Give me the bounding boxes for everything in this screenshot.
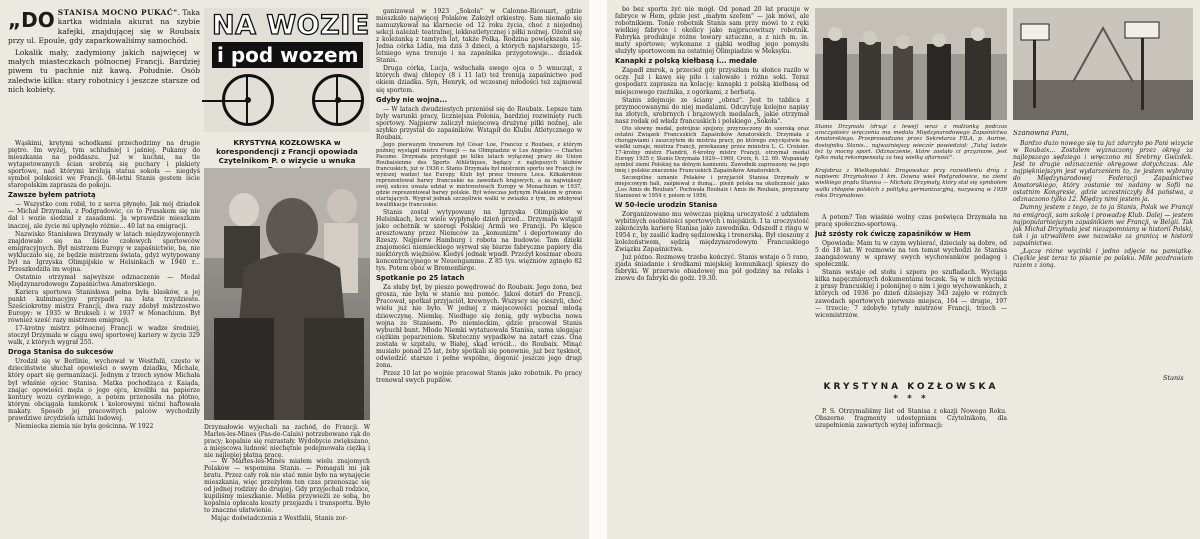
lead-first-words: STANISA MOCNO PUKAĆ": [57, 8, 178, 17]
photo-image: [1013, 8, 1193, 120]
article-lead: [8, 8, 200, 95]
wagon-wheel-icon: [312, 74, 364, 126]
author-name: KRYSTYNA KOZŁOWSKA: [823, 382, 999, 392]
lead-text: . Taka kartka widniała akurat na szybie kafejki, znajdującej się w Roubaix przy ul. Epoule, gdy zaparkowaliśmy samochód.: [8, 8, 200, 46]
letter-column: [1013, 130, 1193, 536]
section-stars: * * *: [893, 394, 929, 404]
paragraph-small: Jego pierwszym trenerem był César Loe, Francuz z Roubaix, z którym później wystąpił mistrz Francji — na Olimpiadzie w Los Angeles — Charles Pacome. Drzymała przystąpił po kilku latach wyłącznej pracy do Union Roubaisienne des Sports Athlétiques, będący z najlepszych klubów francuskich, już w 1936 r. Stanis Drzymała był mistrzem sportu we Francji (w wyższej wadze) tez Europy. Klub był przez trenera Loca. Kilkakrotnie reprezentował barwy francuskie na zawodach krajowych, a za największy swój sukces uważa udział w mistrzostwach Europy w Monachium w 1937, gdzie reprezentował barwy polskie. Był wówczas jedynym Polakiem w gronie startujących. Wygrał jednak szczęśliwie walki w zwiazku z tym, że zdobywał kwalifikacje francuskie.: [376, 141, 582, 208]
letter-paragraph: Bardzo dużo nowego się tu już zdarzyło po Pani wizycie w Roubaix... Zostałem wyznaczony przez okręg za najlepszego sędziego i wręczono mi Srebrny Gwizdek. Jest to drugie odznaczenie okręgowe dotychczas. Ale najpiękniejszym jest wydarzeniem to, że jestem wybrany do Międzynarodowej Federacji Zapaśnictwa Amatorskiego, który zostanie mi nadany w Sofii na ostatnim Kongresie, gdzie uczestniczyły 84 państwa, a odznaczono tylko 12. Między nimi jestem ja.: [1013, 140, 1193, 204]
paragraph: Zorganizowano mu wówczas piękną uroczystość z udziałem wybitnych osobistości sportowych i miejskich. I ta uroczystość zakończyła karierę Stanisa jako zawodnika. Odszedł z ringu w 1954 r., by zasilić kadrę sędziowską i trenerską. Był cieszony z koleżeństwem, sędzią międzynarodowym Francuskiego Związku Zapaśnictwa.: [615, 210, 809, 254]
left-page: [0, 0, 589, 539]
right-page: [607, 0, 1200, 539]
photo-award-ceremony: [815, 8, 1007, 120]
lead-quote: „DO: [8, 8, 55, 32]
byline: KRYSTYNA KOZŁOWSKA w korespondencji z Francji opowiada Czytelnikom P. o wizycie u wnuka: [216, 138, 358, 165]
paragraph: Przez 10 lat po wojnie pracował Stanis jako robotnik. Po pracy trenował swych pupilów.: [376, 369, 582, 384]
lead-paragraph: Lokalik mały, zadymiony jakich najwięcej w małych miasteczkach północnej Francji. Bardziej piwem tu pachnie niż kawą. Południe. Osób zaledwie kilka: stary robotnicy i jeszcze starsze od nich kobiety.: [8, 47, 200, 95]
article-title: NA WOZIE: [212, 10, 370, 41]
paragraph: Nazwisko Stanisława Drzymały w latach międzywojennych znajdowało się na liście czołowych sportowców emigracyjnych. Był mistrzem Europy w zapaśnictwie, ba, nie wykluczało się, że będzie mistrzem świata, gdyż wytypowany był na Igrzyska Olimpijskie w Helsinkach w 1940 r... Przeszkodziła im wojna.: [8, 230, 200, 273]
column-4: [615, 6, 809, 536]
wagon-wheel-icon: [222, 74, 274, 126]
subheading: Spotkanie po 25 latach: [376, 274, 465, 283]
paragraph: Niemiecka ziemia nie była gościnna. W 1922: [15, 422, 154, 430]
paragraph: Mając doświadczenia z Westfalii, Stanis zor-: [211, 515, 348, 523]
letter-signature: Stanis: [1163, 374, 1184, 382]
column-5-ps: [815, 408, 1007, 536]
subheading: Już szósty rok ćwiczę zapaśników w Hem: [815, 230, 971, 239]
paragraph-small: Oto słowny medal, potrójnie spojony, przyrzeczony do szeroką oraz ostatni Związek Francuskich Zapaśników Amatorskich. Drzymała z chorągwiami i zaszczytem do mistrza pracy, po którego zwycięstwie na wielki uznaje, mistrza Francji, przekazany przez ministra L. C. Croisier. 17-krotny mistrz Flandrii, 6-krotny mistrz Francji, otrzymał medal Europy 1935 r, Stanis Drzymała 1929—1969, Croix, 6. 12. 69. Wspaniały symbol ziemi Polskiej na dolnym kamieniu. Zawodnik zaproszony na jego imię i polskie znaczenie Francuskich Zapaśników Amatorskich.: [615, 125, 809, 174]
photo-road-sign: [1013, 8, 1193, 120]
paragraph: ganizował w 1923 „Sokoła" w Calonne-Ricouart, gdzie mieszkało najwięcej Polaków. Założył orkiestrę. Sam niemało się namuzykował na klarnecie od 12 roku życia, choć z niejednej sekcji należał: teatralnej, lekkoatletycznej i piłki nożnej. Ożenił się z koleżanką z tamtych lat, także Polką. Rodzina powiększała się. Jedna córka Lidia, ma dziś 3 dzieci, a których najstarszego, 15-letniego syna trenuje i na zapaśnika przygotowuje... dziadek Stanis.: [376, 8, 582, 65]
paragraph: Stanis zdejmuje ze ściany „obraz". Jest to tablica z przymocowanymi do niej medalami. Odczytuję kolejno napisy na złotych, srebrnych i brązowych medalach, jakie otrzymał nasz rodak od władz francuskich i polskiego „Sokoła".: [615, 96, 809, 125]
photo-image: [204, 168, 370, 420]
article-subtitle: i pod wozem: [212, 42, 363, 68]
paragraph: Druga córka, Lucja, wsłuchała swego ojca o 5 wnucząt, z których dwaj chłopcy (8 i 11 lat) też trenują zapaśnictwo pod okiem dziadka. Syn, Henryk, od wczesnej młodości też zajmowal się sportem.: [376, 65, 582, 94]
column-3: [376, 8, 582, 536]
photo-image: [815, 8, 1007, 120]
paragraph: Wąskimi, krętymi schodkami przechodzimy na drugie piętro. Im wyżej, tym schludniej i jaśniej. Pukamy do mieszkania na poddaszu. Już w kuchni, na tle wytapetowanych ścian srebrzą się puchary i plakiety sportowe, nad którymi królują statua sokoła — niegdyś symbol polskości we Francji. 68-letni Stanis gestem iście staropolskim zaprasza do pokoju.: [8, 140, 200, 190]
paragraph: Opowiada: Mam tu w czym wybierać, dziecialy są dobre, od 5 do 18 lat. W rozmowie na ten temat wychodzi że Stanisa zaangażowany w sprawy swych wychowanków pedagog i społecznik.: [815, 240, 1007, 269]
photo-wrestler-grandchildren: [204, 168, 370, 420]
subheading: W 50-lecie urodzin Stanisa: [615, 200, 718, 209]
paragraph: 17-krotny mistrz północnej Francji w wadze średniej, stoczył Drzymała w ciągu swej sportowej kariery w życiu 329 walk, z których wygrał 255.: [8, 325, 200, 347]
paragraph: Urodził się w Berlinie, wychował w Westfalii, często w dzieciństwie słuchał opowieści o swym dziadku, Michale, który opart się germanizacji. Jednym z trzech synów Michała był właśnie ojciec Stanisa. Matka pochodząca z Kaiąda, znając opowieści męża o jego ojcu, kreśliła na papierze kontury wozu cyrkowego, a potem przenosiła na płótno, którym obciągała łamkorek i kolorowymi nićmi haftowała makaty. Sposób jej pracowitych palców wychodziły prawdziwe arcydzieła sztuki ludowej.: [8, 358, 200, 422]
photo-caption: Stanis Drzymała (drugi z lewej) wraz z małżonką podczas uroczystości wręczenia mu medalu Międzynarodowego Zapaśnictwa Amatorskiego. Przeprowadzana przez Sekretarza FILA, p. Aurine, dostojniku Stanis... najważniejszy wieczór powiedział: „Tutaj ludzie też ty mocny sport. Odznaczenie, które zostało ci przyznane, jest tylko małą rekompensatą za twą wielką ofiarność".: [815, 124, 1007, 162]
column-5: [815, 214, 1007, 384]
paragraph: Stanis został wytypowany na Igrzyska Olimpijskie w Helsinkach, lecz wiele wypłynęło dzień przed... Drzymała wstąpił jako ochotnik w szeregi Polskiej Armii we Francji. Po klęsce aresztowany przez Niemców za „komunizm" i deportowany do Rzeszy. Najpierw Hamburg i robota na budowie. Tam dzięki znajomości niemieckiego wyrwał się biurze fabryczne papiery dla niektórych więźniów. Kiedyś jednak wpadł. Przeżył koszmar obozu koncentracyjnego w Neuengamme. Z 85 tys. więźniów zginęło 82 tys. Potem obóz w Bremenfarge.: [376, 208, 582, 273]
subheading: Droga Stanisa do sukcesów: [8, 348, 114, 357]
paragraph: bo bez sportu żyć nie mógł. Od ponad 20 lat pracuje w fabryce w Hem, gdzie jest „małym szefem" — jak mówi, ale robotnikiem. Tonie robotnik Stanis sam przy mówi to z ręki wielkiej fabryce i okolicy jako najpracowitszy robotnik. Fabryka produkuje różne towary sztuczne, a z nich m. in. maty sportowe; wykonane z gąbki według jego pomysłu służyły sportowcom na ostatniej Olimpiadzie w Meksyku.: [615, 6, 809, 56]
letter-paragraph: „Łączę różne wycinki i jedno zdjęcie na pamiątkę. Ciężkie jest teraz to pisanie po polsku. Miłe pozdrawiam razem z żoną.: [1013, 247, 1193, 269]
column-1: [8, 140, 200, 536]
paragraph: A potem? Ten wiaśnie wolny czas poświęca Drzymała na pracę społeczno-sportową.: [815, 214, 1007, 229]
subheading: Kanapki z polską kiełbasą i... medale: [615, 57, 758, 66]
paragraph: — W latach dwudziestych przeniósł się do Roubaix. Lepsze tam były warunki pracy, liczniejsza Polonia, bardziej rozwinięty ruch sportowy. Najpierw zaliczył miejscową drużynę piłki nożnej, ale szybko przystał do zapaśników. Wstąpił do Klubu Atletycznego w Roubaix.: [376, 105, 582, 141]
paragraph: P. S. Otrzymaliśmy list od Stanisa z okazji Nowego Roku. Obszerne fragmenty udostępniam Czytelnikom, dla uzupełnienia zawartych wyżej informacji:: [815, 408, 1007, 430]
photo-caption: Krajobraz z Wielkopolski. Drogowskaz przy rozwidleniu dróg z napisem: Drzymałowo 1 km. Dawna wieś Podgradowice, na ziemi wielkiego prądu Stanisa — Michała Drzymały, który stał się symbolem walki chłopów polskich z polityką germanizacyjną, nazywaną w 1939 roku Drzymałowo.: [815, 168, 1007, 199]
paragraph: Ostatnio otrzymał najwyższe odznaczenie — Medal Międzynarodowego Zapaśnictwa Amatorskiego.: [8, 273, 200, 288]
paragraph: Już późno. Rozmowę trzeba kończyć. Stanis wstaje o 5 rano, zjada śniadanie i środkami miejskiej komunikacji śpieszy do fabryki. W przerwie obiadowej ma pół godziny na relaks i znowu do fabryki do godz. 19.30.: [615, 254, 809, 283]
letter-paragraph: Dumny jestem z tego, że to ja Stanis, Polak we Francji na emigracji, sam szkolę i prowadzę Klub. Dalej — jestem najpopularniejszym zapaśnikiem we Francji, w Belgii. Tak jak Michał Drzymała jest niezapomniany w historii Polski, tak i ja utrwaliłem swe nazwisko za granicą w historii zapaśnictwa.: [1013, 204, 1193, 247]
subheading: Gdyby nie wojna...: [376, 95, 448, 104]
page-gutter: [589, 0, 607, 539]
photo-caption: Drzymałowie wyjechali na zachód, do Francji. W Marles-les-Mines (Pas-de-Calais) potrzebowano rąk do pracy; kopalnie się rozrastały. Wydobycie zwiększano, a miejscowa ludność niechętnie podejmowała ciężką i nie najlepiej płatną pracę.: [204, 424, 370, 459]
paragraph-small: Szczególne uznanie Polaków i przyjaciół Stanisa Drzymały w miejscowym hali, zaśpiewał z dumą... pieśń polska na okoliczność jako „Les Amis de Roubaix". Pochwała Roubaix i Amis de Roubaix, przyznany Stanisowi w 1954 r, potem w 1956.: [615, 174, 809, 199]
paragraph: — Wszystko com robił, to z serca płynęło. Jak mój dziadek — Michał Drzymała, z Podgradowic, co to Prusakom się nie dał i wozie siedział z zasadami. Ja wprawdzie mieszkam inaczej, ale życie mi upłynęło różnie... 40 lat na emigracji.: [8, 201, 200, 230]
subheading: Zawsze byłem patriotą: [8, 191, 96, 200]
paragraph: Zapadł zmrok, a przecież gdy przyszłam tu słońce raziło w oczy. Już i kawę się piło i całowało i różne soki. Teraz gospodarz zaprasza na kolację: kanapki z polską kiełbasą od miejscowego rzeźnika, z ogórkami, z herbatą.: [615, 67, 809, 96]
paragraph: Za słaby był, by pieszo powędrować do Roubaix. Jego żona, bez grosza, nie była w stanie mu pomóc. Jakoś dotarł do Francji. Pracował, spotkał przyjaciół, krewnych. Wszyscy się cieszyli, choć wielu już nie było. W jednej z miejscowości poznał młodą dziewczynę. Niemkę. Niedługo się żenią, gdy wybucha nowa wojna ze Stanisem. Po niemieckim, gdzie pracował Stanis wybuchł bunt. Młode Niemki wytatuowała Stanisa, sama ulegając ciężkim poparzeniom. Skuteczny wypadków na zatarł czas. Ona została w szpitalu, w Białej, skąd wrócił... do Roubaix. Minąć musiało ponad 25 lat, żeby spotkali się ponownie, już bez tęsknot, odwiedzić starsze i pełne wspólne, dogonić jeszcze jego drugi żona.: [376, 284, 582, 369]
paragraph: Stanis wstaje od stołu i szpera po szufladach. Wyciąga kilka napęcznionych dokumentami teczek. Są w nich wycinki z prasy francuskiej i polonijnej o nim i jego wychowankach, z których od 1936 po dzień dzisiejszy 343 zajęło w różnych zawodach sportowych pierwsze miejsca, 164 — drugie, 197 — trzecie; 7 zdobyło tytuły mistrzów Francji, trzech — wicemistrzów.: [815, 269, 1007, 319]
column-2-bottom: [204, 458, 370, 538]
paragraph: Kariera sportowa Stanisława pełna była blasków, a jej punkt kulminacyjny przypadł na lata trzydzieste. Sześciokrotny mistrz Francji, dwa razy zdobył mistrzostwo Europy: w 1935 w Brukseli i w 1937 w Monachium. Był również sześć razy mistrzem emigracji.: [8, 288, 200, 325]
letter-salutation: Szanowna Pani,: [1013, 130, 1069, 137]
paragraph: — W Marles-les-Mines miałem wielu znajomych Polaków — wspomina Stanis. — Pomagali mi jak bratu. Przez cały rok nie stać mnie było na wynajęcie mieszkania, więc przeżyłem ten czas przenosząc się od jednej rodziny do drugiej. Gdy przyjechali rodzice, kupiliśmy mieszkanie. Mebla przywieźli ze sobą, bo kopalnia opłacała koszty przejazdu i transportu. Było to znaczne ułatwienie.: [204, 458, 370, 515]
title-box: [204, 8, 370, 132]
